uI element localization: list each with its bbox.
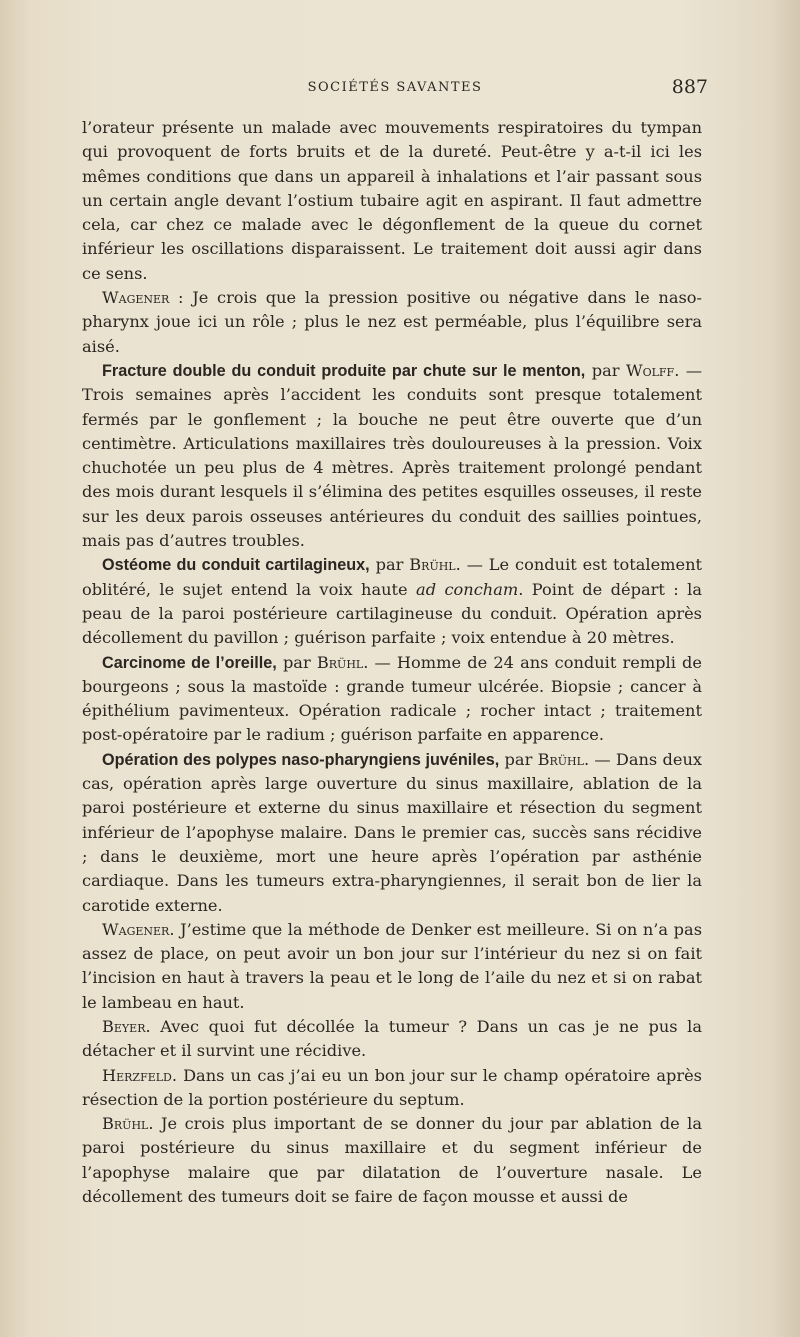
paragraph-text: . — Homme de 24 ans conduit rempli de bourgeons ; sous la mastoïde : grande tumeur ulcérée. Biopsie ; cancer à épithélium pavimenteux. Opération radicale ; rocher intact ; traitement post-opératoire par le radium ; guérison parfaite en apparence. (82, 652, 702, 745)
paragraph (82, 748, 702, 918)
connector-text: par (499, 749, 538, 769)
author-name: Wolff (625, 360, 675, 380)
author-name: Brühl (409, 555, 456, 575)
paragraph (82, 1112, 702, 1209)
paragraph-text: . Avec quoi fut décollée la tumeur ? Dans un cas je ne pus la détacher et il survint une récidive. (82, 1016, 702, 1061)
section-title: Carcinome de l’oreille, (102, 653, 277, 672)
author-name: Brühl (102, 1114, 149, 1134)
page-header (82, 76, 708, 102)
paragraph-text: . — Trois semaines après l’accident les conduits sont presque totalement fermés par le gonflement ; la bouche ne peut être ouverte que d’un centimètre. Articulations maxillaires très douloureuses à la pression. Voix chuchotée un peu plus de 4 mètres. Après traitement prolongé pendant des mois durant lesquels il s’élimina des petites esquilles osseuses, il reste sur les deux parois osseuses antérieures du conduit des saillies pointues, mais pas d’autres troubles. (82, 360, 703, 551)
paragraph (82, 651, 702, 748)
paragraph-text: . Je crois plus important de se donner du jour par ablation de la paroi postérieure du sinus maxillaire et du segment inférieur de l’apophyse malaire que par dilatation de l’ouverture nasale. Le décollement des tumeurs doit se faire de façon mousse et aussi de (82, 1114, 702, 1207)
paragraph (82, 918, 702, 1015)
paragraph (82, 1064, 702, 1113)
author-name: Beyer (102, 1016, 146, 1036)
paragraph (82, 1015, 702, 1064)
section-title: Fracture double du conduit produite par chute sur le menton, (102, 361, 586, 380)
body-text (82, 116, 702, 1209)
author-name: Brühl (316, 652, 364, 672)
connector-text: par (276, 652, 317, 672)
paragraph (82, 116, 702, 286)
author-name: Herzfeld (102, 1065, 172, 1085)
connector-text: par (369, 555, 410, 575)
author-name: Wagener (102, 288, 170, 308)
paragraph-text: l’orateur présente un malade avec mouvements respiratoires du tympan qui provoquent de forts bruits et de la dureté. Peut-être y a-t-il ici les mêmes conditions que dans un appareil à inhalations et l’air passant sous un certain angle devant l’ostium tubaire agit en aspirant. Il faut admettre cela, car chez ce malade avec le dégonflement de la queue du cornet inférieur les oscillations disparaissent. Le traitement doit aussi agir dans ce sens. (82, 118, 702, 283)
paragraph-text: : Je crois que la pression positive ou négative dans le naso-pharynx joue ici un rôle ; plus le nez est perméable, plus l’équilibre sera aisé. (82, 288, 702, 356)
running-title: SOCIÉTÉS SAVANTES (307, 80, 483, 95)
paragraph-text: . — Dans deux cas, opération après large ouverture du sinus maxillaire, ablation de la paroi postérieure et externe du sinus maxillaire et résection du segment inférieur de l’apophyse malaire. Dans le premier cas, succès sans récidive ; dans le deuxième, mort une heure après l’opération par asthénie cardiaque. Dans les tumeurs extra-pharyngiennes, il serait bon de lier la carotide externe. (82, 749, 702, 915)
connector-text: par (585, 360, 626, 380)
italic-phrase: ad concham (416, 579, 519, 599)
paragraph-text: . Point de départ : la peau de la paroi postérieure cartilagineuse du conduit. Opération après décollement du pavillon ; guérison parfaite ; voix entendue à 20 mètres. (82, 579, 702, 648)
author-name: Wagener (102, 919, 170, 939)
paragraph-text: . J’estime que la méthode de Denker est meilleure. Si on n’a pas assez de place, on peut avoir un bon jour sur l’intérieur du nez si on fait l’incision en haut à travers la peau et le long de l’aile du nez et si on rabat le lambeau en haut. (82, 919, 702, 1012)
author-name: Brühl (537, 749, 584, 769)
paragraph (82, 359, 702, 553)
section-title: Ostéome du conduit cartilagineux, (102, 556, 370, 575)
page-number: 887 (671, 76, 708, 98)
paragraph-text: . Dans un cas j’ai eu un bon jour sur le champ opératoire après résection de la portion postérieure du septum. (82, 1065, 702, 1109)
paragraph (82, 286, 702, 359)
paragraph (82, 553, 702, 650)
section-title: Opération des polypes naso-pharyngiens juvéniles, (102, 750, 500, 769)
paragraph-text: . — Le conduit est totalement oblitéré, le sujet entend la voix haute (82, 555, 703, 599)
